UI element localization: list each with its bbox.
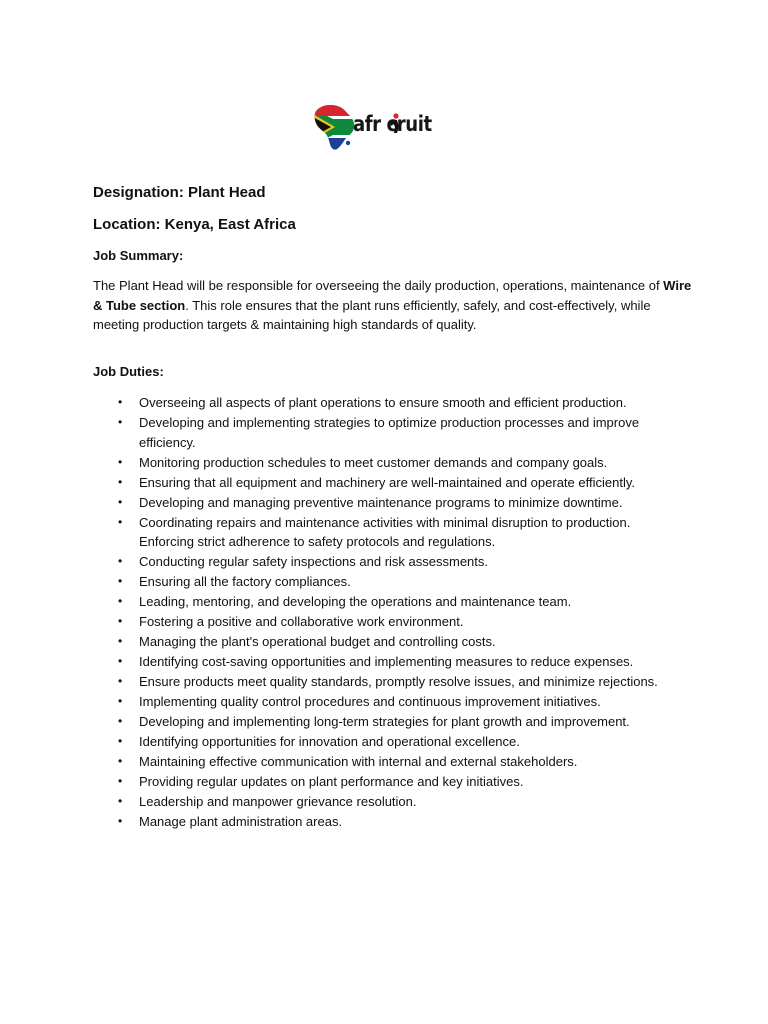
duty-text: Leading, mentoring, and developing the operations and maintenance team. (139, 594, 572, 610)
duty-text: Conducting regular safety inspections and risk assessments. (139, 554, 489, 570)
duty-item (93, 772, 683, 792)
duty-item (93, 712, 683, 732)
duty-text: Monitoring production schedules to meet customer demands and company goals. (139, 454, 608, 470)
duty-text: Coordinating repairs and maintenance activities with minimal disruption to production. Enforcing strict adherence to safety protocols and regulations. (139, 514, 631, 550)
duty-text: Fostering a positive and collaborative work environment. (139, 614, 464, 630)
duty-text: Implementing quality control procedures and continuous improvement initiatives. (139, 693, 601, 709)
duty-item (93, 453, 683, 473)
duty-text: Developing and implementing long-term strategies for plant growth and improvement. (139, 713, 630, 729)
bullet-icon: • (118, 574, 123, 589)
bullet-icon: • (118, 395, 123, 409)
bullet-icon: • (118, 414, 123, 429)
bullet-icon: • (118, 813, 123, 828)
duty-text: Ensuring that all equipment and machinery are well-maintained and operate efficiently. (139, 474, 635, 490)
duty-item (93, 612, 683, 632)
bullet-icon: • (118, 614, 123, 629)
duty-item (93, 692, 683, 712)
bullet-icon: • (118, 594, 123, 609)
duty-item (93, 792, 683, 812)
duty-item (93, 652, 683, 672)
duty-text: Managing the plant's operational budget and controlling costs. (139, 634, 496, 650)
duty-item (93, 572, 683, 592)
bullet-icon: • (118, 514, 123, 529)
duty-text: Manage plant administration areas. (139, 813, 343, 829)
bullet-icon: • (118, 554, 123, 569)
duty-item (93, 732, 683, 752)
bullet-icon: • (118, 773, 123, 788)
location-heading: Location: Kenya, East Africa (93, 216, 296, 233)
designation-heading: Designation: Plant Head (93, 184, 266, 201)
job-summary-text (93, 276, 693, 335)
job-duties-heading: Job Duties: (93, 364, 164, 379)
bullet-icon: • (118, 733, 123, 748)
bullet-icon: • (118, 634, 123, 649)
duty-item (93, 552, 683, 572)
job-summary-text-end: . This role ensures that the plant runs efficiently, safely, and cost-effectively, while meeting production targets & maintaining high standards of quality. (93, 297, 651, 333)
duty-text: Ensuring all the factory compliances. (139, 574, 351, 590)
duty-item (93, 393, 683, 413)
bullet-icon: • (118, 693, 123, 708)
duty-text: Developing and implementing strategies to optimize production processes and improve efficiency. (139, 414, 640, 450)
bullet-icon: • (118, 674, 123, 688)
duty-item (93, 632, 683, 652)
duty-item (93, 812, 683, 832)
duty-text: Identifying cost-saving opportunities and implementing measures to reduce expenses. (139, 654, 634, 670)
bullet-icon: • (118, 654, 123, 669)
duty-item (93, 672, 683, 692)
bullet-icon: • (118, 753, 123, 768)
africruit-logo (313, 102, 463, 154)
duty-item (93, 592, 683, 612)
bullet-icon: • (118, 793, 123, 808)
bullet-icon: • (118, 713, 123, 728)
duty-text: Ensure products meet quality standards, promptly resolve issues, and minimize rejections. (139, 674, 658, 689)
duty-item (93, 493, 683, 513)
duty-text: Identifying opportunities for innovation and operational excellence. (139, 733, 520, 749)
duty-item (93, 413, 683, 452)
job-summary-bold-section: Wire & Tube section (93, 278, 692, 313)
logo-wordmark: afr cruit (353, 112, 432, 136)
duty-text: Maintaining effective communication with internal and external stakeholders. (139, 753, 578, 769)
job-duties-list (93, 393, 683, 832)
duty-text: Overseeing all aspects of plant operations to ensure smooth and efficient production. (139, 395, 627, 410)
duty-item (93, 752, 683, 772)
bullet-icon: • (118, 494, 123, 509)
duty-text: Providing regular updates on plant performance and key initiatives. (139, 773, 524, 789)
duty-item (93, 513, 683, 552)
bullet-icon: • (118, 454, 123, 469)
job-summary-text-start: The Plant Head will be responsible for overseeing the daily production, operations, maintenance of (93, 278, 664, 293)
job-summary-heading: Job Summary: (93, 248, 184, 263)
bullet-icon: • (118, 474, 123, 489)
duty-text: Developing and managing preventive maintenance programs to minimize downtime. (139, 494, 623, 510)
duty-item (93, 473, 683, 493)
duty-text: Leadership and manpower grievance resolution. (139, 793, 417, 809)
